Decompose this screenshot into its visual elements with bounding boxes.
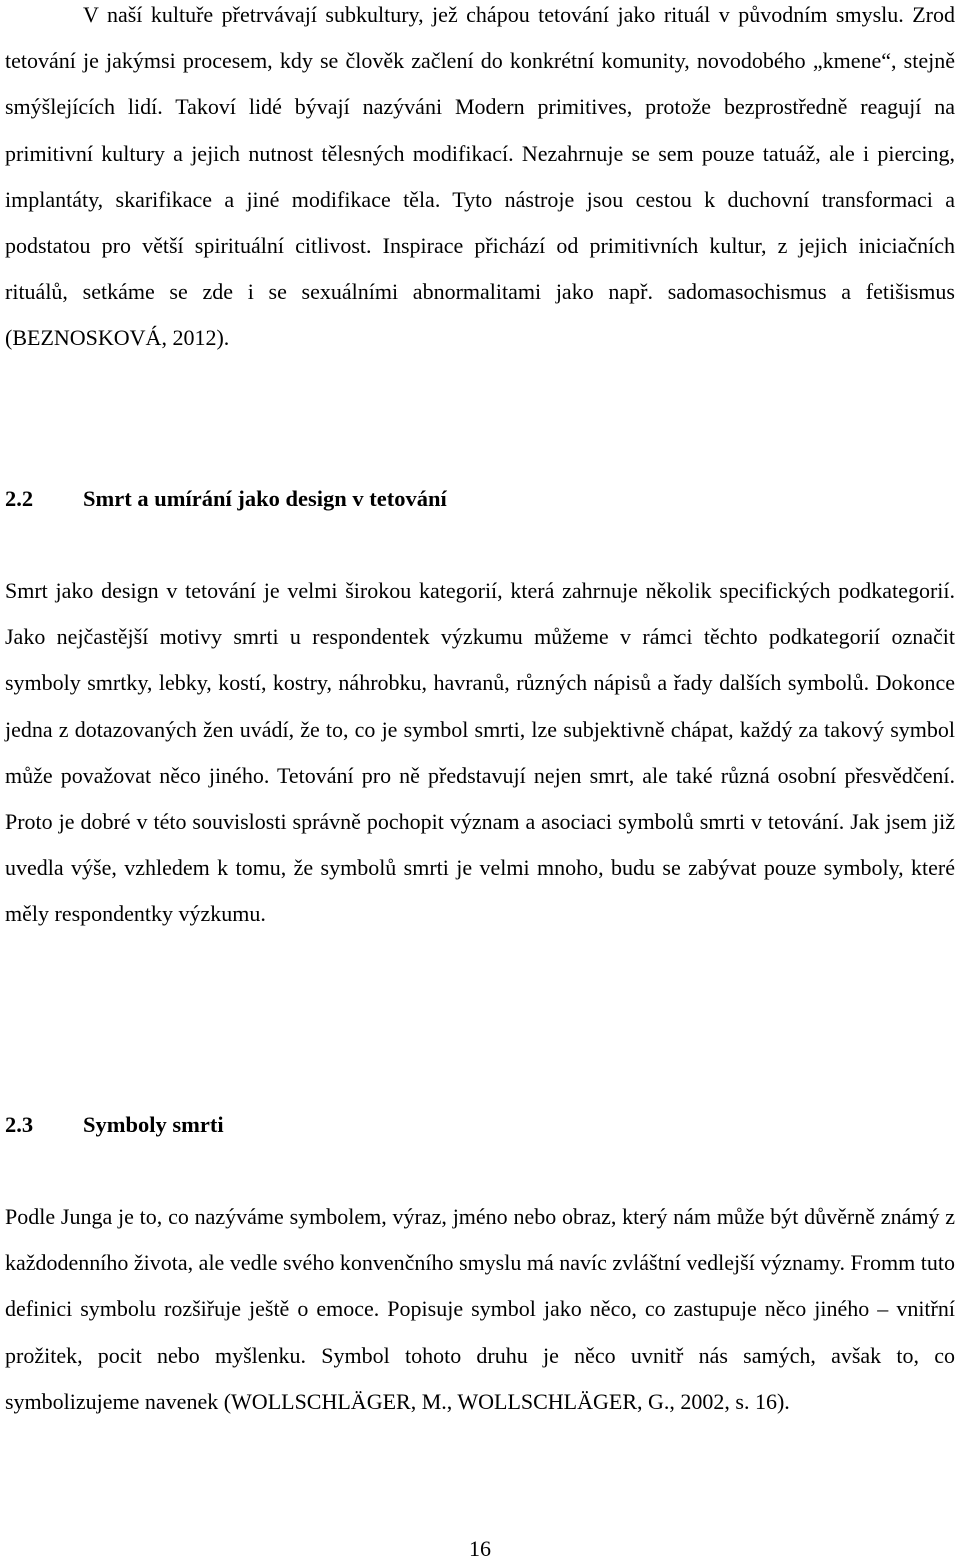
- section-number: 2.3: [5, 1112, 34, 1137]
- death-design-paragraph: Smrt jako design v tetování je velmi širokou kategorií, která zahrnuje několik specifických podkategorií. Jako nejčastější motivy smrti u respondentek výzkumu můžeme v rámci těchto podkategorií označit symboly smrtky, lebky, kostí, kostry, náhrobku, havranů, různých nápisů a řady dalších symbolů. Dokonce jedna z dotazovaných žen uvádí, že to, co je symbol smrti, lze subjektivně chápat, každý za takový symbol může považovat něco jiného. Tetování pro ně představují nejen smrt, ale také různá osobní přesvědčení. Proto je dobré v této souvislosti správně pochopit význam a asociaci symbolů smrti v tetování. Jak jsem již uvedla výše, vzhledem k tomu, že symbolů smrti je velmi mnoho, budu se zabývat pouze symboly, které měly respondentky výzkumu.: [5, 578, 955, 927]
- intro-paragraph: V naší kultuře přetrvávají subkultury, jež chápou tetování jako rituál v původním smyslu. Zrod tetování je jakýmsi procesem, kdy se člověk začlení do konkrétní komunity, novodobého „kmene“, stejně smýšlejících lidí. Takoví lidé bývají nazýváni Modern primitives, protože bezprostředně reagují na primitivní kultury a jejich nutnost tělesných modifikací. Nezahrnuje se sem pouze tatuáž, ale i piercing, implantáty, skarifikace a jiné modifikace těla. Tyto nástroje jsou cestou k duchovní transformaci a podstatou pro větší spirituální citlivost. Inspirace přichází od primitivních kultur, z jejich iniciačních rituálů, setkáme se zde i se sexuálními abnormalitami jako např. sadomasochismus a fetišismus (BEZNOSKOVÁ, 2012).: [5, 2, 955, 351]
- section-heading-2-2: [5, 484, 955, 514]
- page-number: 16: [469, 1536, 491, 1561]
- section-number: 2.2: [5, 486, 34, 511]
- section-title: Smrt a umírání jako design v tetování: [83, 486, 447, 511]
- section-heading-2-3: [5, 1110, 955, 1140]
- symbols-paragraph: Podle Junga je to, co nazýváme symbolem, výraz, jméno nebo obraz, který nám může být důvěrně známý z každodenního života, ale vedle svého konvenčního smyslu má navíc zvláštní vedlejší významy. Fromm tuto definici symbolu rozšiřuje ještě o emoce. Popisuje symbol jako něco, co zastupuje něco jiného – vnitřní prožitek, pocit nebo myšlenku. Symbol tohoto druhu je něco uvnitř nás samých, avšak to, co symbolizujeme navenek (WOLLSCHLÄGER, M., WOLLSCHLÄGER, G., 2002, s. 16).: [5, 1204, 955, 1414]
- section-title: Symboly smrti: [83, 1112, 224, 1137]
